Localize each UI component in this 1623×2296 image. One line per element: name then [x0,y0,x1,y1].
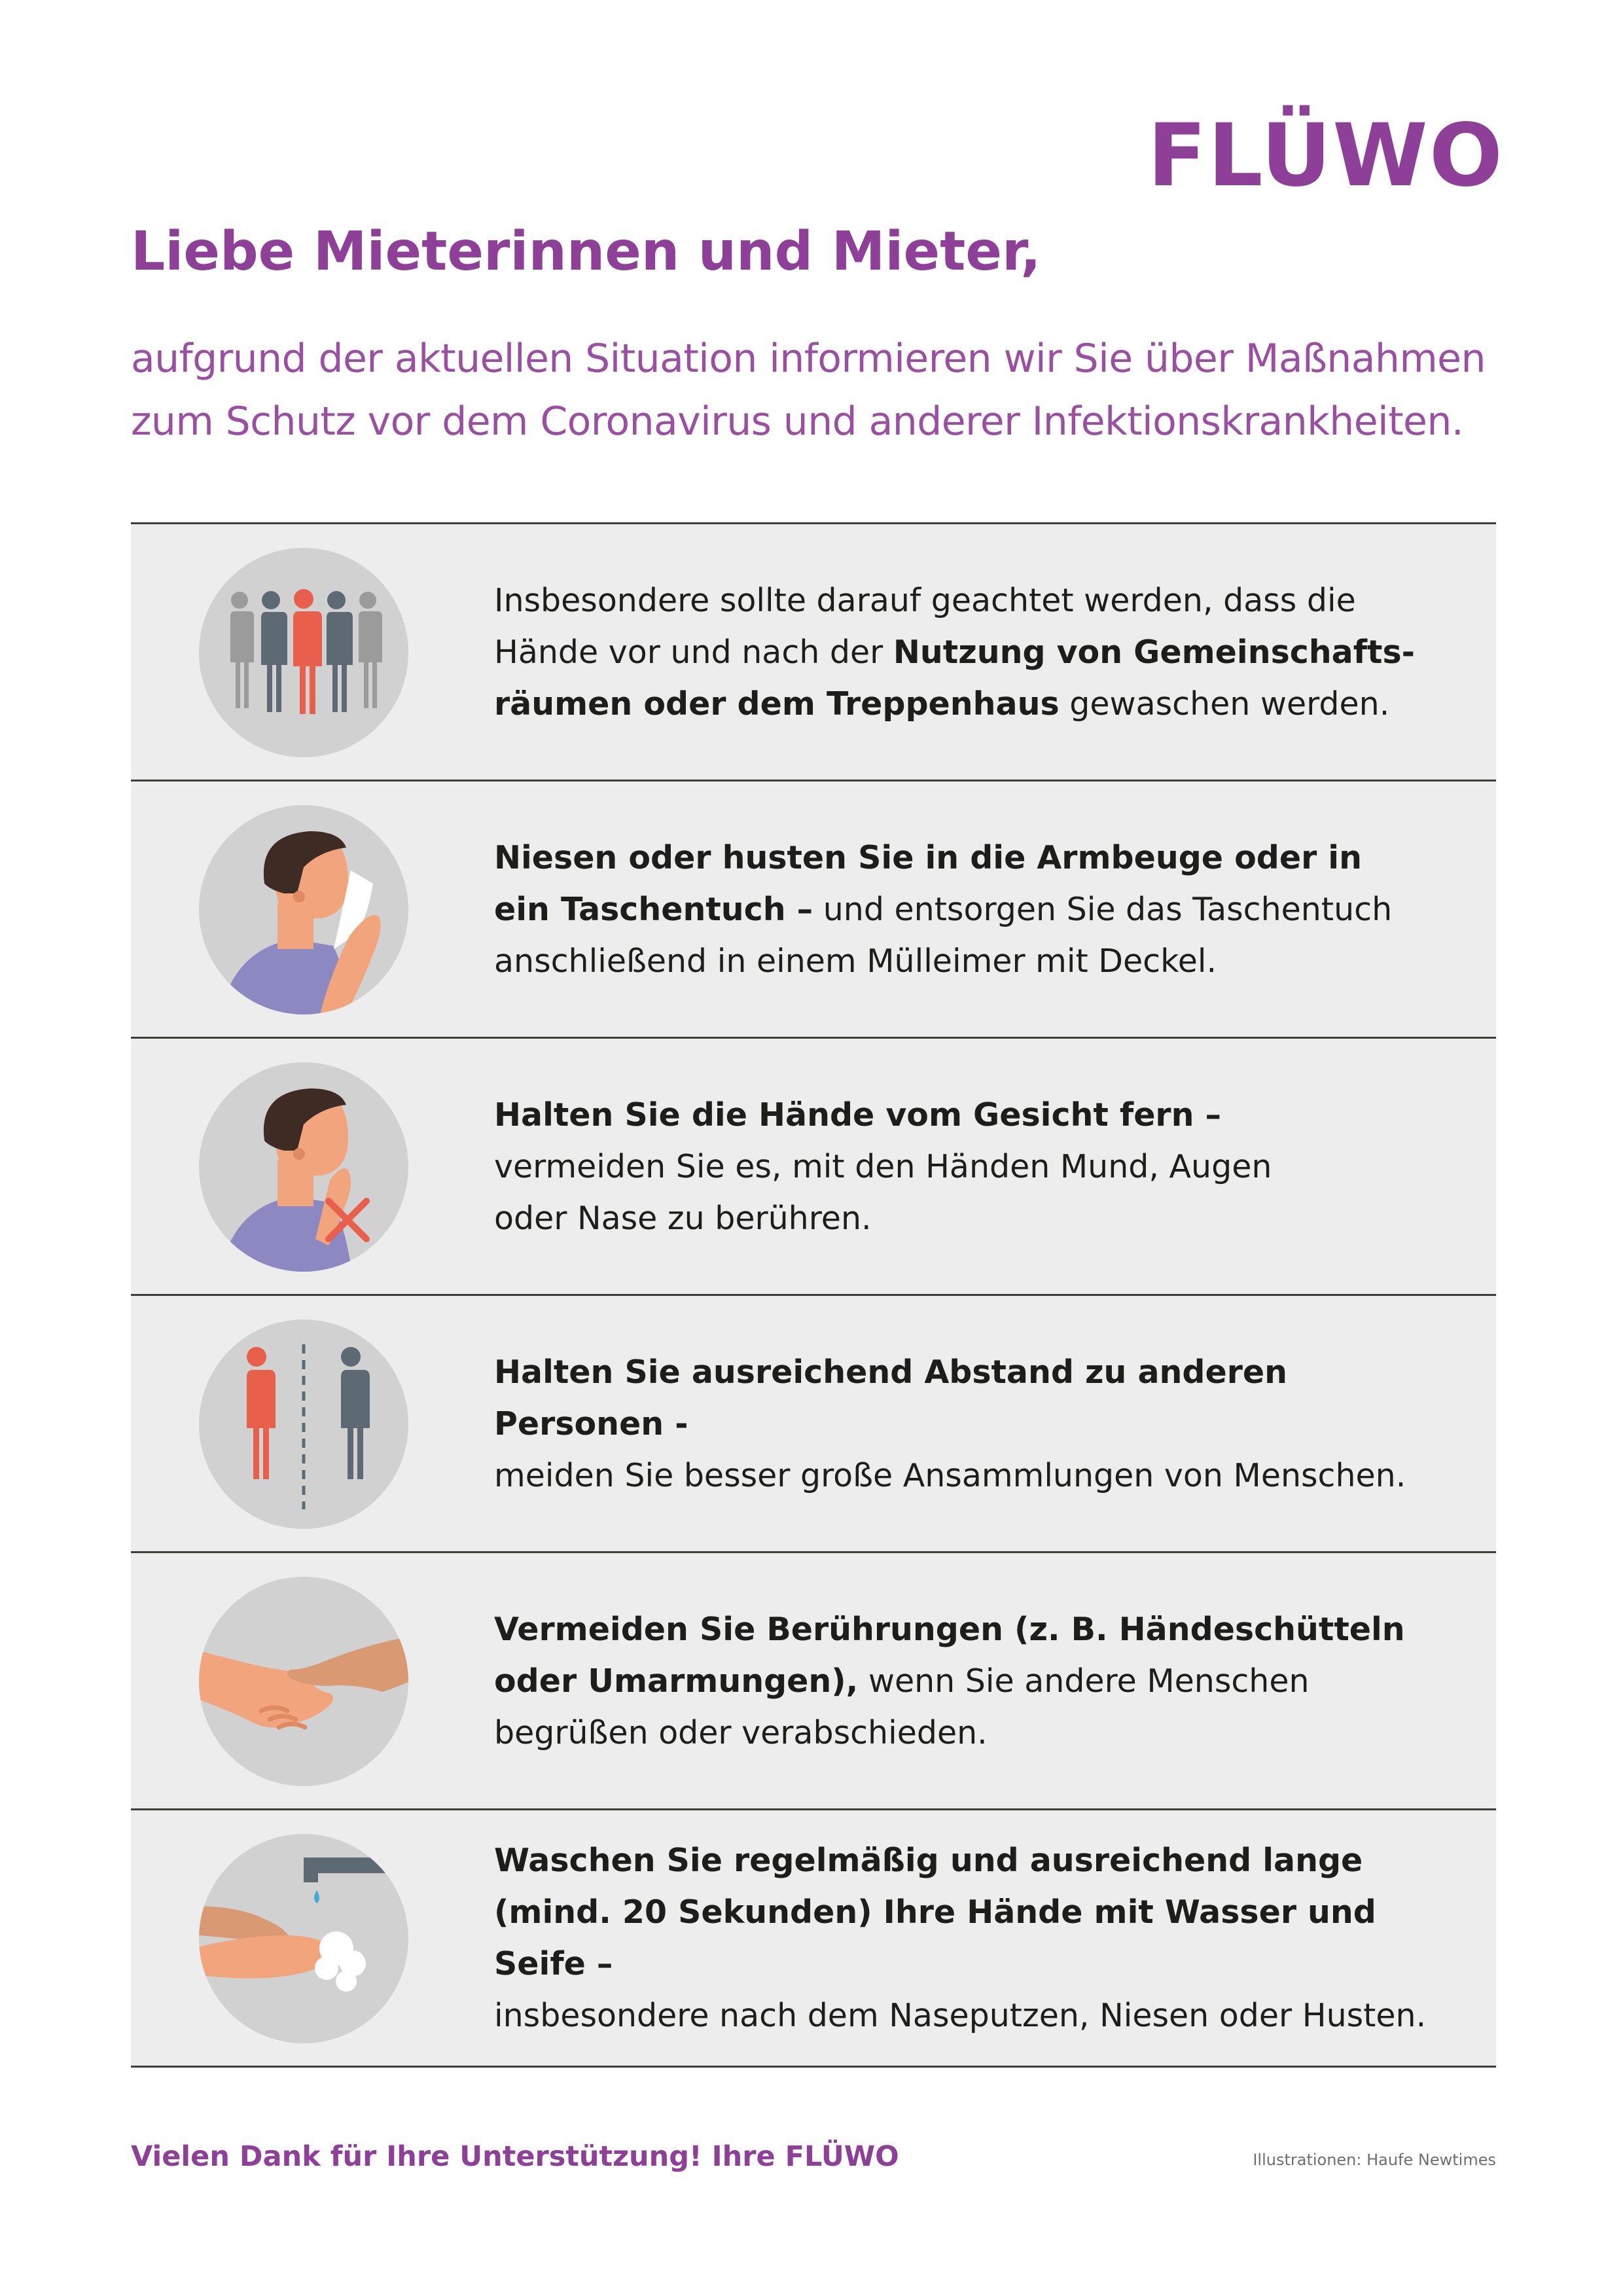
rule-text-line: und entsorgen Sie das Taschentuch [813,890,1393,928]
rule-text [494,1039,1463,1294]
page-headline: Liebe Mieterinnen und Mieter, [131,221,1041,283]
rule-text [494,781,1463,1037]
rule-text-emphasis: ein Taschentuch – [494,890,813,928]
rule-item-keep-distance [131,1296,1496,1553]
rule-text [494,524,1463,780]
keep-distance-icon [199,1319,408,1529]
rule-item-wash-hands [131,1810,1496,2068]
rule-text-line: vermeiden Sie es, mit den Händen Mund, Augen [494,1147,1272,1185]
rule-text-emphasis: Waschen Sie regelmäßig und ausreichend lange [494,1842,1363,1879]
rule-text [494,1553,1463,1808]
rule-text-emphasis: räumen oder dem Treppenhaus [494,685,1060,723]
hygiene-rules-list [131,522,1496,2068]
rule-text-emphasis: Vermeiden Sie Berührungen (z. B. Händeschütteln [494,1610,1405,1648]
illustration-credit: Illustrationen: Haufe Newtimes [1253,2151,1496,2169]
fluewo-logo: FLÜWO [1147,105,1504,206]
rule-text-line: begrüßen oder verabschieden. [494,1713,988,1751]
rule-text-line: oder Nase zu berühren. [494,1199,872,1237]
intro-text [131,327,1518,453]
rule-text-line: meiden Sie besser große Ansammlungen von Menschen. [494,1456,1406,1494]
rule-text-line: Hände vor und nach der [494,633,893,671]
rule-text-line: anschließend in einem Mülleimer mit Deckel. [494,942,1217,980]
rule-text-line: wenn Sie andere Menschen [858,1662,1310,1700]
rule-text-line: Insbesondere sollte darauf geachtet werden, dass die [494,581,1356,619]
rule-item-wash-before-common-rooms [131,524,1496,781]
rule-text-emphasis: Niesen oder husten Sie in die Armbeuge oder in [494,838,1362,876]
rule-text-emphasis: oder Umarmungen), [494,1662,859,1700]
hand-washing-icon [199,1834,408,2043]
sneeze-tissue-icon [199,805,408,1014]
rule-item-hands-away-from-face [131,1039,1496,1296]
footer-thanks: Vielen Dank für Ihre Unterstützung! Ihre FLÜWO [131,2140,899,2173]
rule-text-line: gewaschen werden. [1059,685,1390,723]
rule-item-sneeze-into-elbow [131,781,1496,1039]
handshake-icon [199,1577,408,1786]
rule-text [494,1296,1463,1551]
rule-text [494,1810,1463,2066]
rule-item-avoid-contact [131,1553,1496,1810]
rule-text-emphasis: (mind. 20 Sekunden) Ihre Hände mit Wasser und Seife – [494,1893,1376,1982]
no-face-touch-icon [199,1062,408,1272]
people-group-icon [199,548,408,757]
intro-line-2: zum Schutz vor dem Coronavirus und anderer Infektionskrankheiten. [131,399,1464,444]
rule-text-emphasis: Nutzung von Gemeinschafts- [893,633,1415,671]
rule-text-line: insbesondere nach dem Naseputzen, Niesen oder Husten. [494,1997,1427,2034]
intro-line-1: aufgrund der aktuellen Situation informieren wir Sie über Maßnahmen [131,336,1486,382]
rule-text-emphasis: Halten Sie ausreichend Abstand zu anderen Personen - [494,1353,1288,1443]
rule-text-emphasis: Halten Sie die Hände vom Gesicht fern – [494,1096,1222,1134]
